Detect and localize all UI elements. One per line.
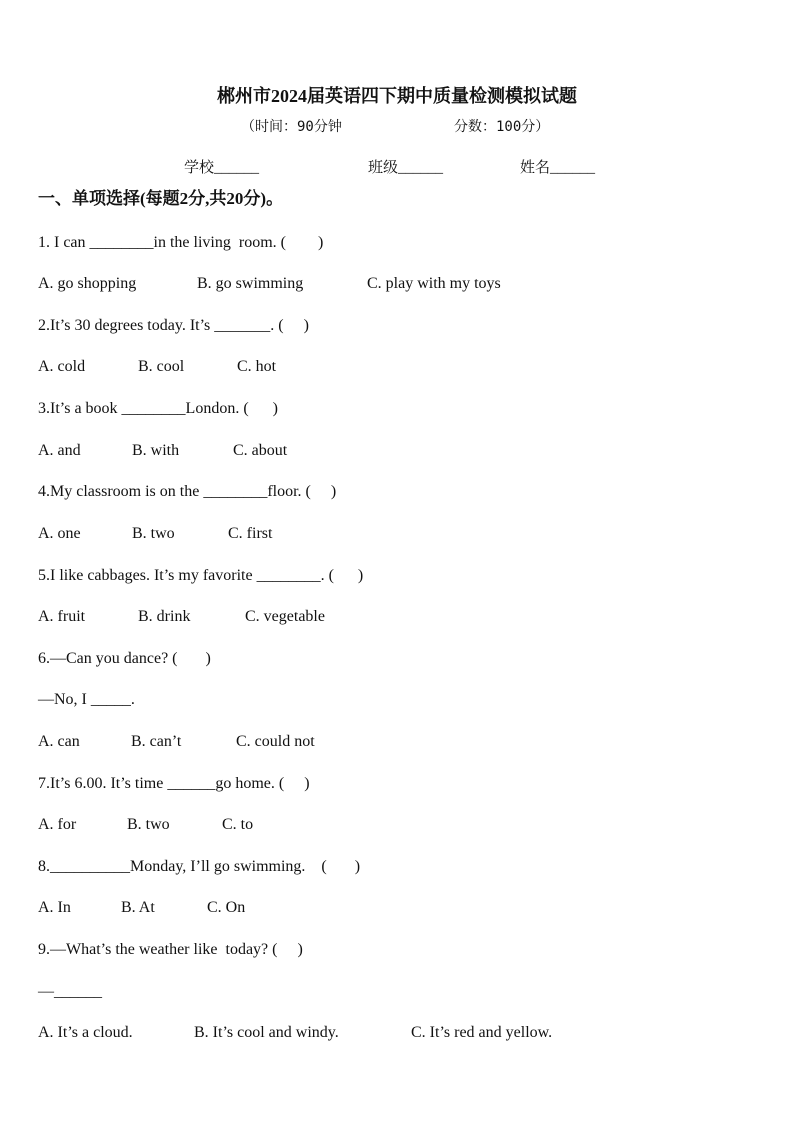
question-answer-line: —______ xyxy=(38,983,102,1000)
page-title: 郴州市2024届英语四下期中质量检测模拟试题 xyxy=(217,86,577,106)
option-b: B. go swimming xyxy=(197,275,304,292)
question-stem: 4.My classroom is on the ________floor. ( ) xyxy=(38,483,337,500)
option-b: B. It’s cool and windy. xyxy=(194,1024,339,1041)
option-c: C. hot xyxy=(237,358,277,375)
option-a: A. one xyxy=(38,525,81,542)
option-a: A. for xyxy=(38,816,77,833)
question-answer-line: —No, I _____. xyxy=(38,691,135,708)
option-b: B. cool xyxy=(138,358,185,375)
question-stem: 5.I like cabbages. It’s my favorite ________. ( ) xyxy=(38,567,364,584)
option-c: C. vegetable xyxy=(245,608,325,625)
option-a: A. It’s a cloud. xyxy=(38,1024,133,1041)
option-b: B. two xyxy=(127,816,170,833)
question-stem: 3.It’s a book ________London. ( ) xyxy=(38,400,278,417)
option-c: C. play with my toys xyxy=(367,275,501,292)
exam-time: （时间：90分钟 xyxy=(241,119,342,135)
question-stem: 1. I can ________in the living room. ( ) xyxy=(38,234,324,251)
option-a: A. fruit xyxy=(38,608,86,625)
option-b: B. drink xyxy=(138,608,191,625)
question-stem: 6.—Can you dance? ( ) xyxy=(38,650,211,667)
option-a: A. go shopping xyxy=(38,275,137,292)
option-a: A. can xyxy=(38,733,80,750)
question-stem: 8.__________Monday, I’ll go swimming. ( ) xyxy=(38,858,361,875)
exam-score: 分数：100分） xyxy=(454,119,550,135)
option-b: B. can’t xyxy=(131,733,182,750)
class-field: 班级______ xyxy=(368,160,444,176)
question-stem: 9.—What’s the weather like today? ( ) xyxy=(38,941,303,958)
question-stem: 2.It’s 30 degrees today. It’s _______. ( ) xyxy=(38,317,309,334)
option-a: A. cold xyxy=(38,358,86,375)
option-c: C. On xyxy=(207,899,246,916)
option-c: C. to xyxy=(222,816,254,833)
name-field: 姓名______ xyxy=(520,160,596,176)
option-a: A. and xyxy=(38,442,81,459)
option-c: C. about xyxy=(233,442,288,459)
option-a: A. In xyxy=(38,899,71,916)
option-c: C. first xyxy=(228,525,273,542)
question-stem: 7.It’s 6.00. It’s time ______go home. ( ) xyxy=(38,775,310,792)
section-heading: 一、单项选择(每题2分,共20分)。 xyxy=(38,189,284,208)
option-b: B. with xyxy=(132,442,180,459)
option-c: C. It’s red and yellow. xyxy=(411,1024,553,1041)
option-c: C. could not xyxy=(236,733,315,750)
school-field: 学校______ xyxy=(184,160,260,176)
option-b: B. two xyxy=(132,525,175,542)
option-b: B. At xyxy=(121,899,155,916)
